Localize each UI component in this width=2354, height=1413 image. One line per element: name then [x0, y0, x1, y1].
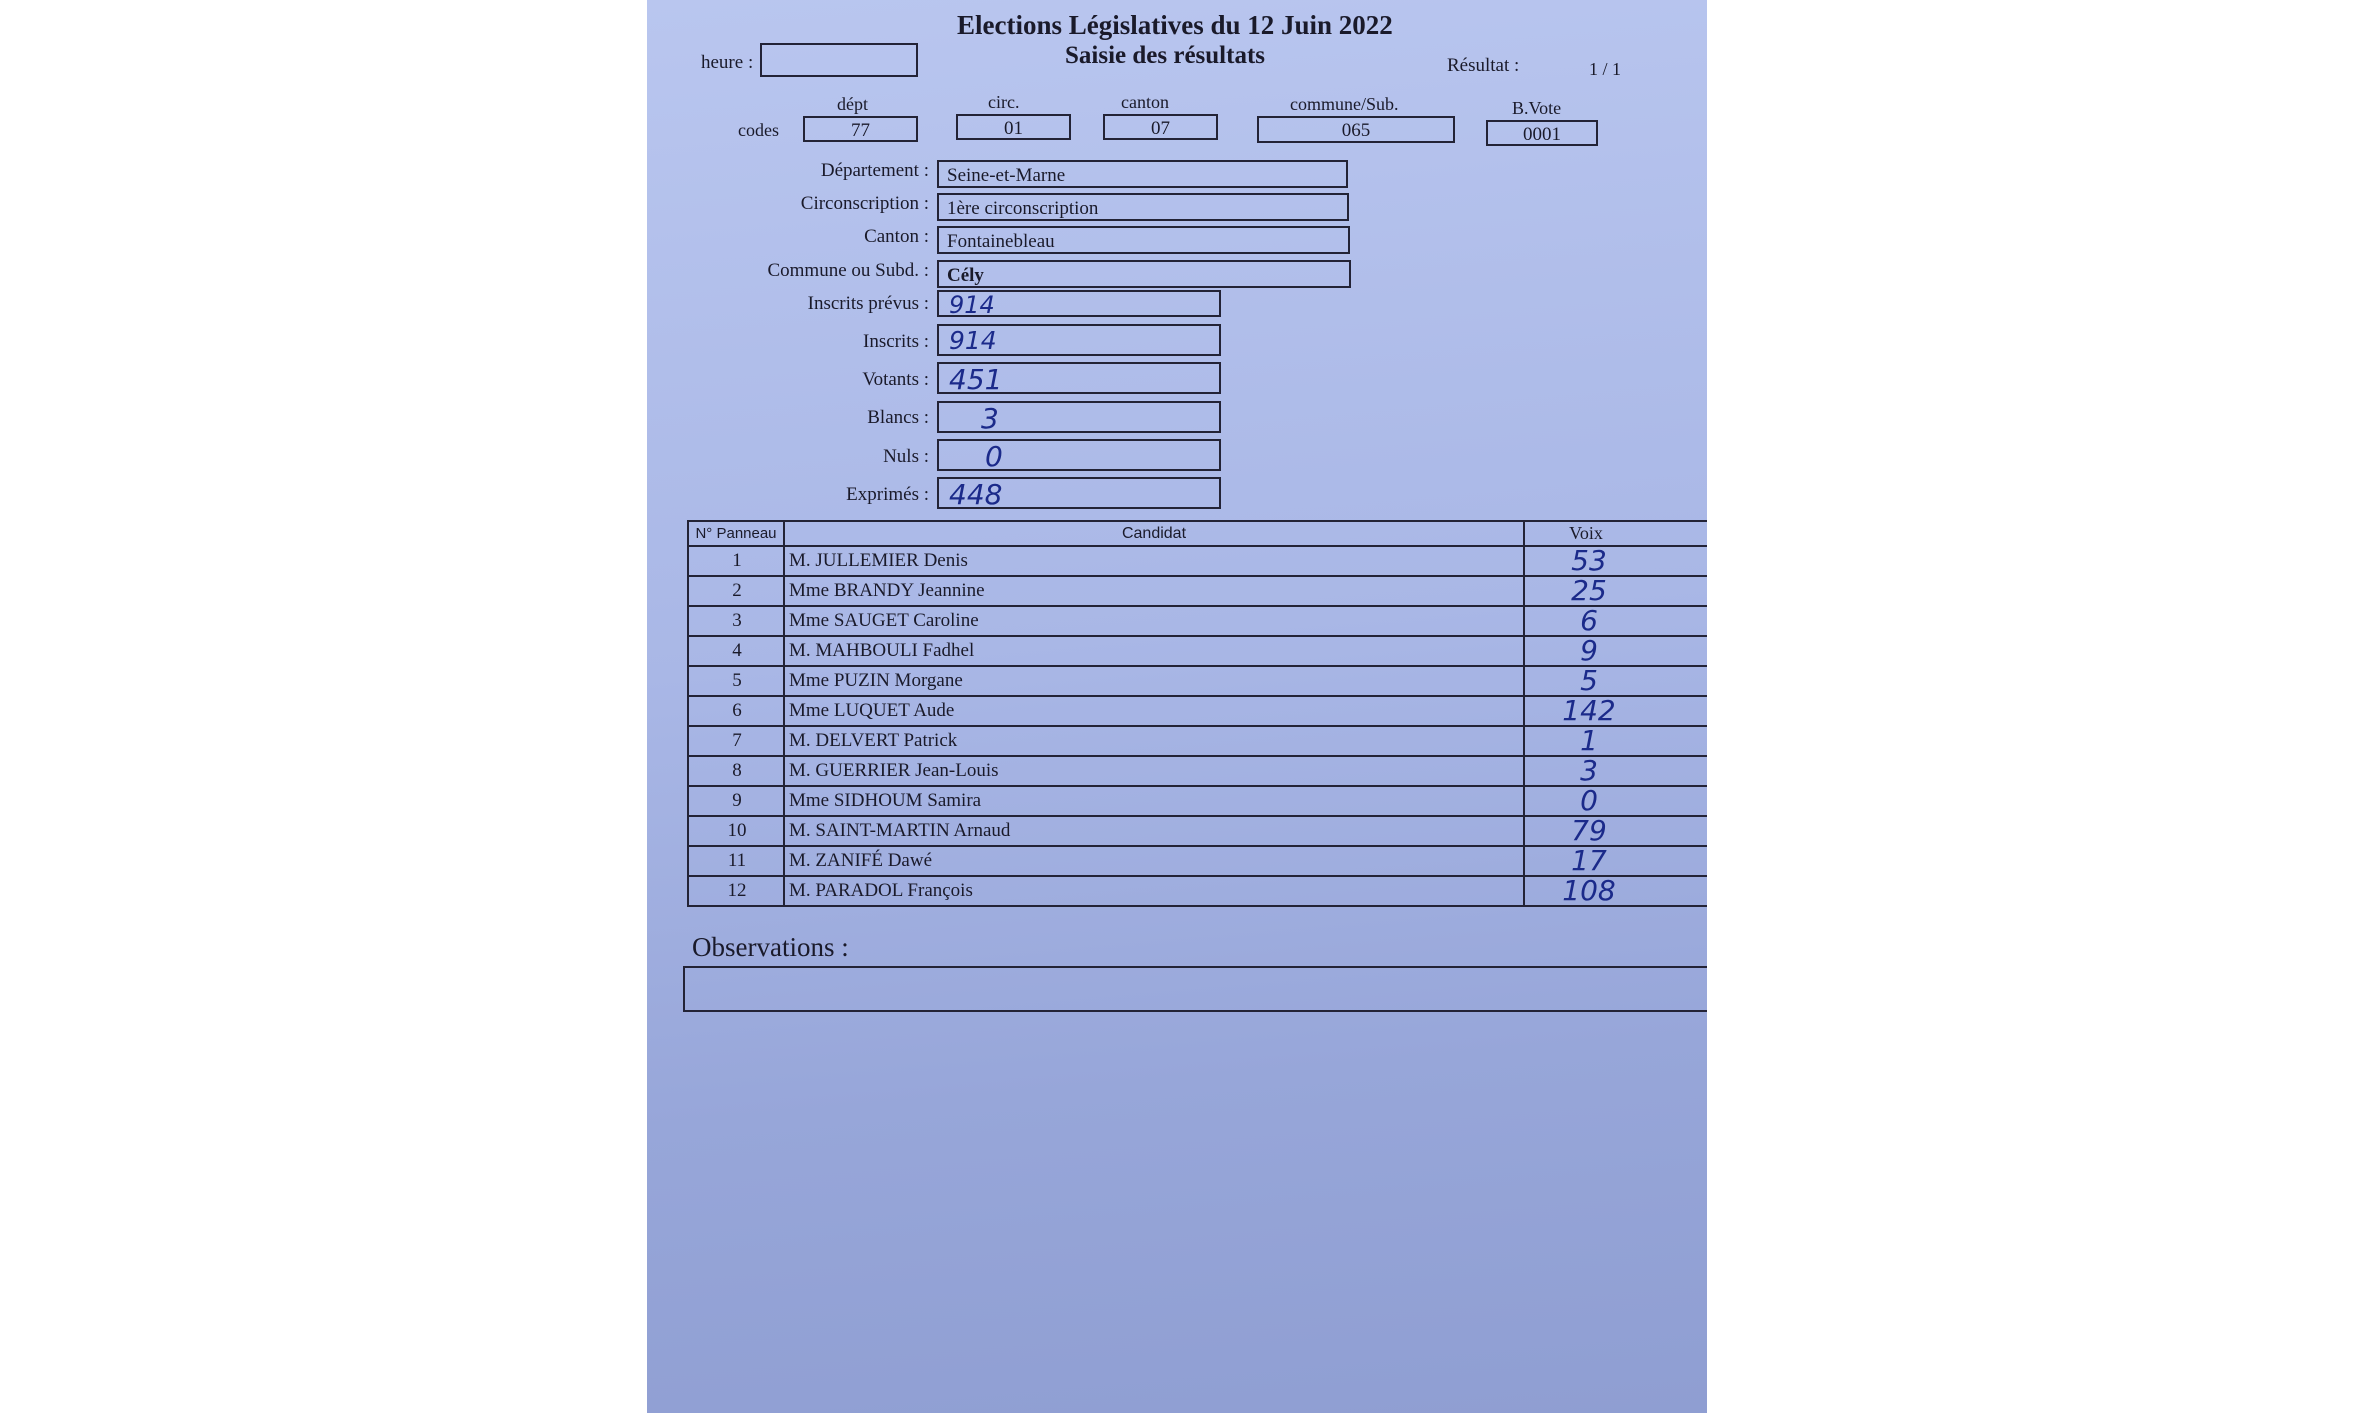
panneau-number: 9	[732, 790, 742, 811]
panneau-number: 10	[727, 820, 747, 841]
canton-field[interactable]: Fontainebleau	[937, 226, 1350, 254]
resultat-label: Résultat :	[1447, 55, 1520, 76]
candidate-name: M. DELVERT Patrick	[789, 730, 958, 751]
inscrits-prevus-field[interactable]: 914	[937, 290, 1221, 317]
candidate-name: M. SAINT-MARTIN Arnaud	[789, 820, 1011, 841]
panneau-number: 11	[727, 850, 747, 871]
table-row	[689, 844, 1707, 877]
candidate-name: M. ZANIFÉ Dawé	[789, 850, 933, 871]
bvote-code-field[interactable]: 0001	[1486, 120, 1598, 146]
canton-code-field[interactable]: 07	[1103, 114, 1218, 140]
blancs-field[interactable]: 3	[937, 401, 1221, 433]
commune-field[interactable]: Cély	[937, 260, 1351, 288]
panneau-number: 7	[732, 730, 742, 751]
exprimes-label: Exprimés :	[846, 484, 929, 505]
departement-field[interactable]: Seine-et-Marne	[937, 160, 1348, 188]
commune-label: Commune ou Subd. :	[767, 260, 929, 281]
inscrits-field[interactable]: 914	[937, 324, 1221, 356]
nuls-label: Nuls :	[883, 446, 929, 467]
resultat-value: 1 / 1	[1589, 59, 1622, 79]
voix-value: 108	[1562, 874, 1616, 907]
candidate-name: M. JULLEMIER Denis	[789, 550, 968, 571]
exprimes-field[interactable]: 448	[937, 477, 1221, 509]
table-row	[689, 604, 1707, 637]
table-row	[689, 784, 1707, 817]
voix-value: 142	[1562, 694, 1616, 727]
dept-label: dépt	[837, 94, 868, 114]
header-candidat: Candidat	[1121, 525, 1187, 542]
table-row	[689, 754, 1707, 787]
candidate-name: Mme LUQUET Aude	[789, 700, 955, 721]
table-row	[689, 694, 1707, 727]
table-row	[689, 574, 1707, 607]
results-sheet	[647, 0, 1707, 1413]
candidate-name: Mme PUZIN Morgane	[789, 670, 963, 691]
voix-value: 1	[1580, 724, 1598, 757]
header-panneau: N° Panneau	[695, 525, 777, 542]
votants-field[interactable]: 451	[937, 362, 1221, 394]
panneau-number: 5	[732, 670, 742, 691]
candidate-name: Mme BRANDY Jeannine	[789, 580, 985, 601]
voix-value: 0	[1580, 784, 1598, 817]
candidate-name: M. MAHBOULI Fadhel	[789, 640, 975, 661]
table-header-row	[689, 522, 1707, 547]
table-row	[689, 544, 1707, 577]
bvote-label: B.Vote	[1512, 98, 1562, 118]
voix-value: 25	[1571, 574, 1607, 607]
table-row	[689, 634, 1707, 667]
dept-code-field[interactable]: 77	[803, 116, 918, 142]
departement-label: Département :	[820, 160, 929, 181]
voix-value: 9	[1580, 634, 1598, 667]
voix-value: 5	[1580, 664, 1598, 697]
candidate-name: Mme SIDHOUM Samira	[789, 790, 982, 811]
panneau-number: 6	[732, 700, 742, 721]
canton-code-label: canton	[1121, 92, 1169, 112]
panneau-number: 2	[732, 580, 742, 601]
nuls-field[interactable]: 0	[937, 439, 1221, 471]
voix-value: 17	[1571, 844, 1607, 877]
candidate-name: M. PARADOL François	[789, 880, 973, 901]
table-row	[689, 874, 1707, 907]
header-voix: Voix	[1569, 523, 1603, 543]
panneau-number: 12	[727, 880, 747, 901]
voix-value: 3	[1580, 754, 1598, 787]
heure-label: heure :	[701, 52, 754, 73]
inscrits-label: Inscrits :	[863, 331, 929, 352]
observations-field[interactable]	[683, 966, 1707, 1012]
circ-code-field[interactable]: 01	[956, 114, 1071, 140]
codes-label: codes	[738, 120, 779, 140]
page-subtitle: Saisie des résultats	[1065, 42, 1265, 69]
inscrits-prevus-label: Inscrits prévus :	[807, 293, 929, 314]
heure-field[interactable]	[760, 43, 918, 77]
panneau-number: 1	[732, 550, 742, 571]
table-row	[689, 724, 1707, 757]
commune-code-field[interactable]: 065	[1257, 116, 1455, 143]
circonscription-label: Circonscription :	[800, 193, 929, 214]
panneau-number: 4	[732, 640, 742, 661]
voix-value: 79	[1571, 814, 1607, 847]
voix-value: 6	[1580, 604, 1598, 637]
commune-code-label: commune/Sub.	[1290, 94, 1399, 114]
blancs-label: Blancs :	[867, 407, 929, 428]
observations-label: Observations :	[692, 932, 849, 962]
page-title: Elections Législatives du 12 Juin 2022	[957, 10, 1393, 40]
candidate-name: Mme SAUGET Caroline	[789, 610, 979, 631]
canton-label: Canton :	[864, 226, 929, 247]
table-row	[689, 814, 1707, 847]
circ-label: circ.	[988, 92, 1020, 112]
votants-label: Votants :	[862, 369, 929, 390]
panneau-number: 3	[732, 610, 742, 631]
candidate-name: M. GUERRIER Jean-Louis	[789, 760, 999, 781]
voix-value: 53	[1571, 544, 1607, 577]
circonscription-field[interactable]: 1ère circonscription	[937, 193, 1349, 221]
panneau-number: 8	[732, 760, 742, 781]
table-row	[689, 664, 1707, 697]
